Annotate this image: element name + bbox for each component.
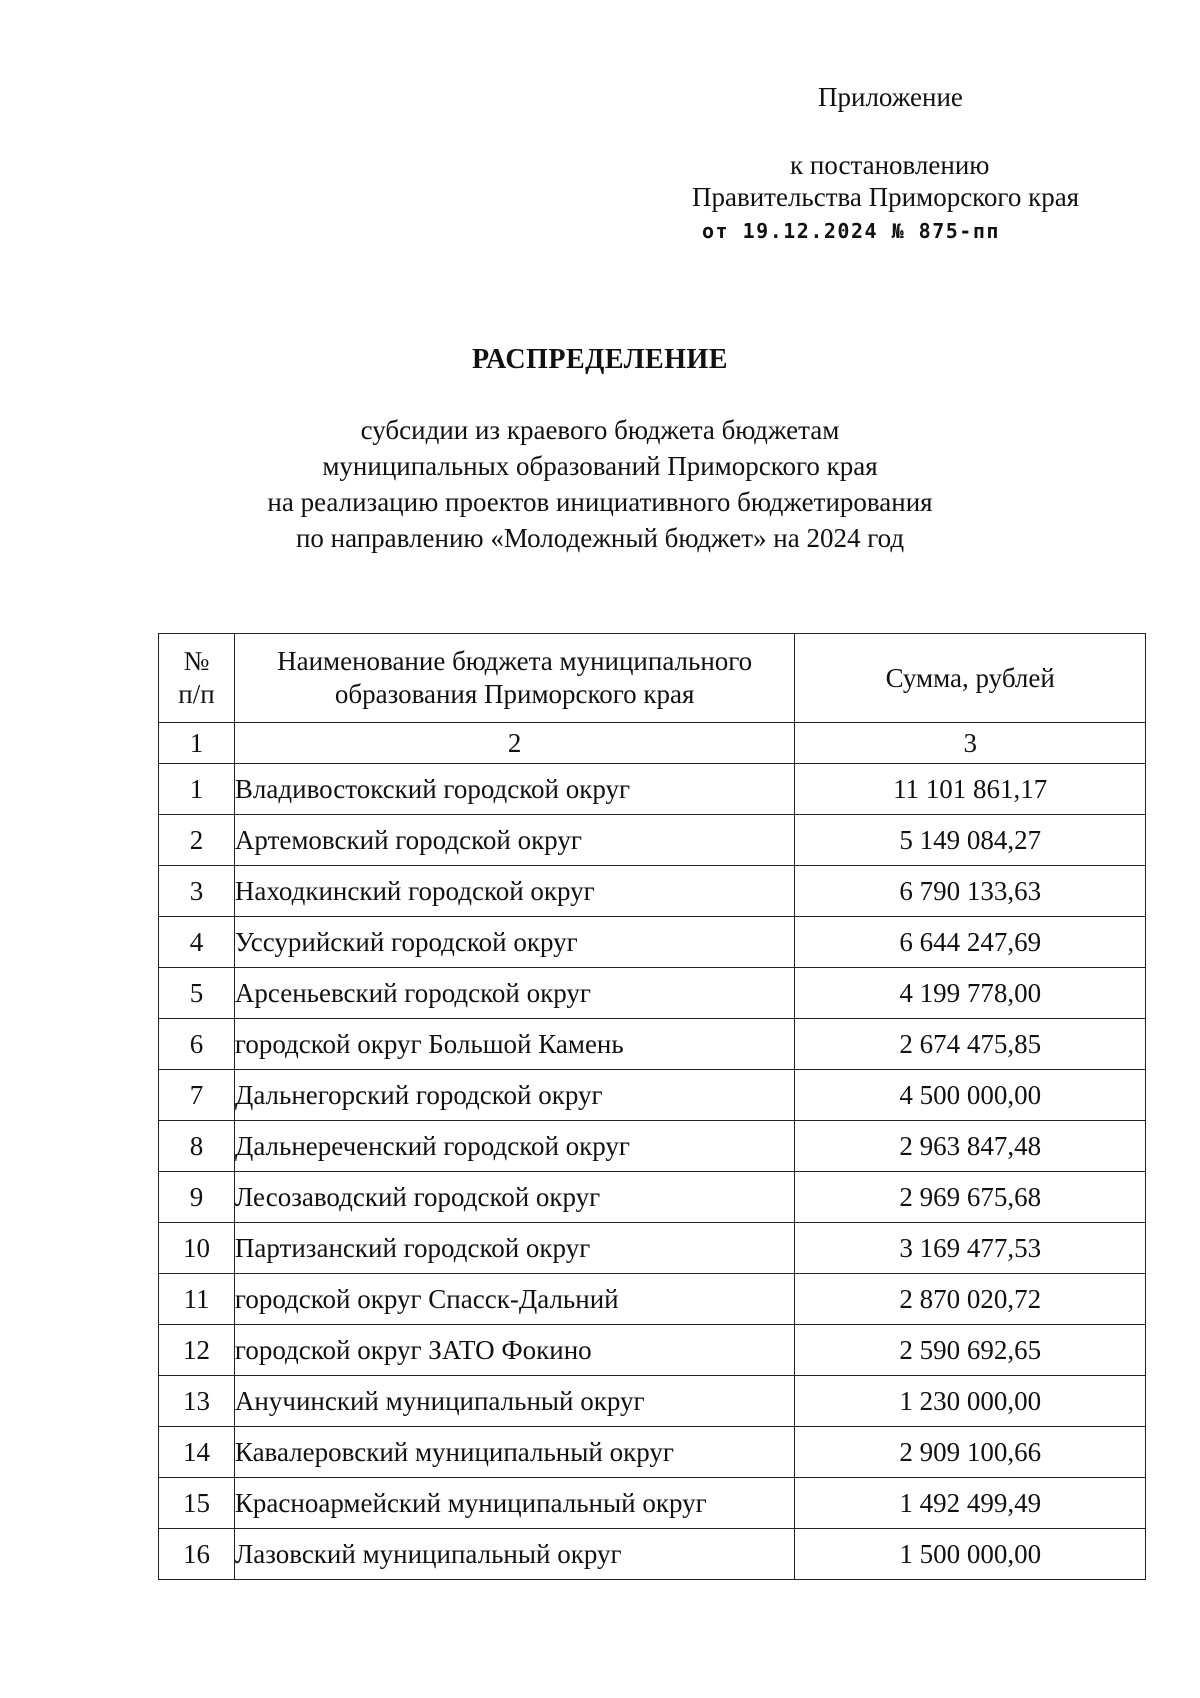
row-number: 4 <box>159 917 235 968</box>
table-row <box>159 815 1146 866</box>
row-number: 3 <box>159 866 235 917</box>
table-row <box>159 1274 1146 1325</box>
row-budget-name: Арсеньевский городской округ <box>234 968 794 1019</box>
resolution-reference-line-2: Правительства Приморского края <box>692 182 1080 212</box>
row-number: 14 <box>159 1427 235 1478</box>
row-sum: 3 169 477,53 <box>795 1223 1146 1274</box>
subtitle-line-1: субсидии из краевого бюджета бюджетам <box>360 415 840 445</box>
row-sum: 11 101 861,17 <box>795 764 1146 815</box>
row-budget-name: Партизанский городской округ <box>234 1223 794 1274</box>
row-budget-name: городской округ Большой Камень <box>234 1019 794 1070</box>
row-number: 8 <box>159 1121 235 1172</box>
row-sum: 5 149 084,27 <box>795 815 1146 866</box>
row-sum: 6 790 133,63 <box>795 866 1146 917</box>
row-budget-name: Лазовский муниципальный округ <box>234 1529 794 1580</box>
row-sum: 1 492 499,49 <box>795 1478 1146 1529</box>
row-number: 6 <box>159 1019 235 1070</box>
row-budget-name: городской округ ЗАТО Фокино <box>234 1325 794 1376</box>
table-row <box>159 1019 1146 1070</box>
row-budget-name: Лесозаводский городской округ <box>234 1172 794 1223</box>
row-sum: 4 199 778,00 <box>795 968 1146 1019</box>
header-number-line-2: п/п <box>178 679 215 709</box>
table-row <box>159 1325 1146 1376</box>
row-number: 13 <box>159 1376 235 1427</box>
table-row <box>159 917 1146 968</box>
table-row <box>159 1427 1146 1478</box>
table-row <box>159 1172 1146 1223</box>
row-sum: 6 644 247,69 <box>795 917 1146 968</box>
table-row <box>159 1376 1146 1427</box>
subtitle-line-4: по направлению «Молодежный бюджет» на 2024 год <box>295 523 905 553</box>
table-body <box>159 764 1146 1580</box>
row-budget-name: Красноармейский муниципальный округ <box>234 1478 794 1529</box>
header-budget-name <box>234 634 794 723</box>
column-number-2: 2 <box>234 723 794 764</box>
row-number: 9 <box>159 1172 235 1223</box>
header-sum: Сумма, рублей <box>795 634 1146 723</box>
table-row <box>159 1223 1146 1274</box>
table-row <box>159 866 1146 917</box>
row-number: 1 <box>159 764 235 815</box>
row-sum: 2 963 847,48 <box>795 1121 1146 1172</box>
row-sum: 4 500 000,00 <box>795 1070 1146 1121</box>
row-sum: 1 500 000,00 <box>795 1529 1146 1580</box>
row-sum: 2 909 100,66 <box>795 1427 1146 1478</box>
row-budget-name: Кавалеровский муниципальный округ <box>234 1427 794 1478</box>
row-number: 16 <box>159 1529 235 1580</box>
table-row <box>159 1070 1146 1121</box>
row-sum: 2 674 475,85 <box>795 1019 1146 1070</box>
row-budget-name: Владивостокский городской округ <box>234 764 794 815</box>
resolution-date-number-stamp: от 19.12.2024 № 875-пп <box>702 219 1000 243</box>
row-number: 10 <box>159 1223 235 1274</box>
column-number-3: 3 <box>795 723 1146 764</box>
table-row <box>159 1121 1146 1172</box>
document-subtitle <box>0 412 1200 556</box>
document-title: РАСПРЕДЕЛЕНИЕ <box>472 344 728 375</box>
row-sum: 2 590 692,65 <box>795 1325 1146 1376</box>
row-budget-name: Находкинский городской округ <box>234 866 794 917</box>
row-budget-name: Дальнереченский городской округ <box>234 1121 794 1172</box>
column-number-row <box>159 723 1146 764</box>
table-row <box>159 764 1146 815</box>
column-number-1: 1 <box>159 723 235 764</box>
table-row <box>159 1529 1146 1580</box>
row-budget-name: Дальнегорский городской округ <box>234 1070 794 1121</box>
header-number-line-1: № <box>183 646 210 676</box>
row-number: 7 <box>159 1070 235 1121</box>
row-number: 5 <box>159 968 235 1019</box>
row-sum: 1 230 000,00 <box>795 1376 1146 1427</box>
resolution-reference-line-1: к постановлению <box>790 150 990 180</box>
row-budget-name: городской округ Спасск-Дальний <box>234 1274 794 1325</box>
row-number: 15 <box>159 1478 235 1529</box>
table-row <box>159 968 1146 1019</box>
table-header-row <box>159 634 1146 723</box>
row-number: 11 <box>159 1274 235 1325</box>
header-budget-name-line-2: образования Приморского края <box>334 679 695 709</box>
header-number <box>159 634 235 723</box>
table-row <box>159 1478 1146 1529</box>
row-sum: 2 969 675,68 <box>795 1172 1146 1223</box>
row-sum: 2 870 020,72 <box>795 1274 1146 1325</box>
row-number: 2 <box>159 815 235 866</box>
row-budget-name: Анучинский муниципальный округ <box>234 1376 794 1427</box>
row-budget-name: Артемовский городской округ <box>234 815 794 866</box>
row-budget-name: Уссурийский городской округ <box>234 917 794 968</box>
subtitle-line-3: на реализацию проектов инициативного бюджетирования <box>267 487 933 517</box>
distribution-table <box>158 633 1146 1580</box>
row-number: 12 <box>159 1325 235 1376</box>
subtitle-line-2: муниципальных образований Приморского края <box>322 451 878 481</box>
header-budget-name-line-1: Наименование бюджета муниципального <box>277 646 753 676</box>
appendix-label: Приложение <box>818 82 963 112</box>
